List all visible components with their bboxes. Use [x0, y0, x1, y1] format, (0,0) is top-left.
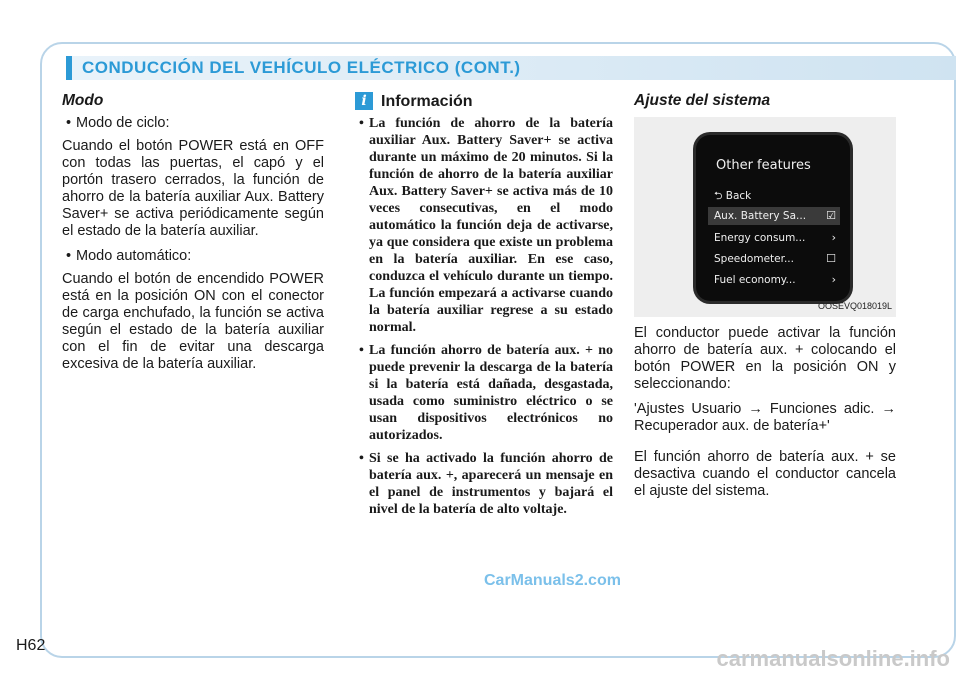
menu-label: Energy consum...: [714, 232, 806, 244]
screen-title: Other features: [716, 158, 811, 173]
information-list: [355, 115, 613, 518]
paragraph-deactivate: El función ahorro de batería aux. + se desactiva cuando el conductor cancela el ajuste del sistema.: [634, 449, 896, 499]
paragraph-auto-mode: Cuando el botón de encendido POWER está en la posición ON con el conector de carga enchufado, la función se activa según el estado de la batería auxiliar con el fin de evitar una descarga excesiva de la batería auxiliar.: [62, 271, 324, 372]
section-title: CONDUCCIÓN DEL VEHÍCULO ELÉCTRICO (CONT.): [82, 58, 521, 77]
information-title: Información: [381, 92, 473, 110]
menu-label: Speedometer...: [714, 253, 794, 265]
watermark-corner: carmanualsonline.info: [716, 646, 950, 671]
subheading-system-setting: Ajuste del sistema: [634, 92, 771, 109]
column-mode: [62, 92, 324, 381]
info-icon: i: [355, 92, 373, 110]
paragraph-menu-path: 'Ajustes Usuario → Funciones adic. → Recuperador aux. de batería+': [634, 401, 896, 434]
information-item: • Si se ha activado la función ahorro de batería aux. +, aparecerá un mensaje en el panel de instrumentos y bajará el nivel de la batería de alto voltaje.: [355, 450, 613, 518]
information-item: • La función ahorro de batería aux. + no puede prevenir la descarga de la batería si la batería está dañada, desgastada, usada como suministro eléctrico o se usan dispositivos electrónicos no autorizados.: [355, 342, 613, 444]
menu-label: Aux. Battery Sa...: [714, 210, 807, 222]
information-item: • La función de ahorro de la batería auxiliar Aux. Battery Saver+ se activa durante un máximo de 20 minutos. Si la función de ahorro de la batería auxiliar Aux. Battery Saver+ se activa más de 10 veces consecutivas, en el modo automático la función deja de activarse, ya que considera que existe un problema en la batería auxiliar. En ese caso, conduzca el vehículo durante un tiempo. La función empezará a activarse cuando la batería auxiliar regrese a su estado normal.: [355, 115, 613, 336]
bullet-auto-mode: • Modo automático:: [62, 248, 324, 265]
cluster-display: [696, 135, 850, 301]
chevron-right-icon: ›: [831, 273, 836, 286]
column-information: [355, 92, 613, 524]
figure-caption: OOSEVQ018019L: [817, 301, 892, 311]
information-header: [355, 92, 613, 110]
chevron-right-icon: ›: [831, 231, 836, 244]
paragraph-activate: El conductor puede activar la función ahorro de batería aux. + colocando el botón POWER en la posición ON y seleccionando:: [634, 325, 896, 392]
menu-aux-battery-saver: [708, 207, 840, 225]
column-system-setting: [634, 92, 896, 508]
menu-speedometer: [708, 250, 840, 268]
figure-cluster-screen: [634, 117, 896, 317]
menu-label: Fuel economy...: [714, 274, 796, 286]
menu-fuel-economy: [708, 271, 840, 289]
paragraph-cycle-mode: Cuando el botón POWER está en OFF con todas las puertas, el capó y el portón trasero cerrados, la función de ahorro de la batería auxiliar Aux. Battery Saver+ se activa periódicamente según el estado de la batería auxiliar.: [62, 138, 324, 239]
watermark-center[interactable]: CarManuals2.com: [484, 572, 621, 589]
subheading-modo: Modo: [62, 92, 104, 109]
checkbox-checked-icon: ☑: [826, 209, 836, 222]
back-icon: ⮌ Back: [714, 190, 752, 202]
menu-energy-consumption: [708, 229, 840, 247]
menu-back: [708, 187, 840, 205]
bullet-cycle-mode: • Modo de ciclo:: [62, 115, 324, 132]
page-number: H62: [16, 637, 46, 654]
checkbox-empty-icon: ☐: [826, 252, 836, 265]
section-header-accent: [66, 56, 72, 80]
